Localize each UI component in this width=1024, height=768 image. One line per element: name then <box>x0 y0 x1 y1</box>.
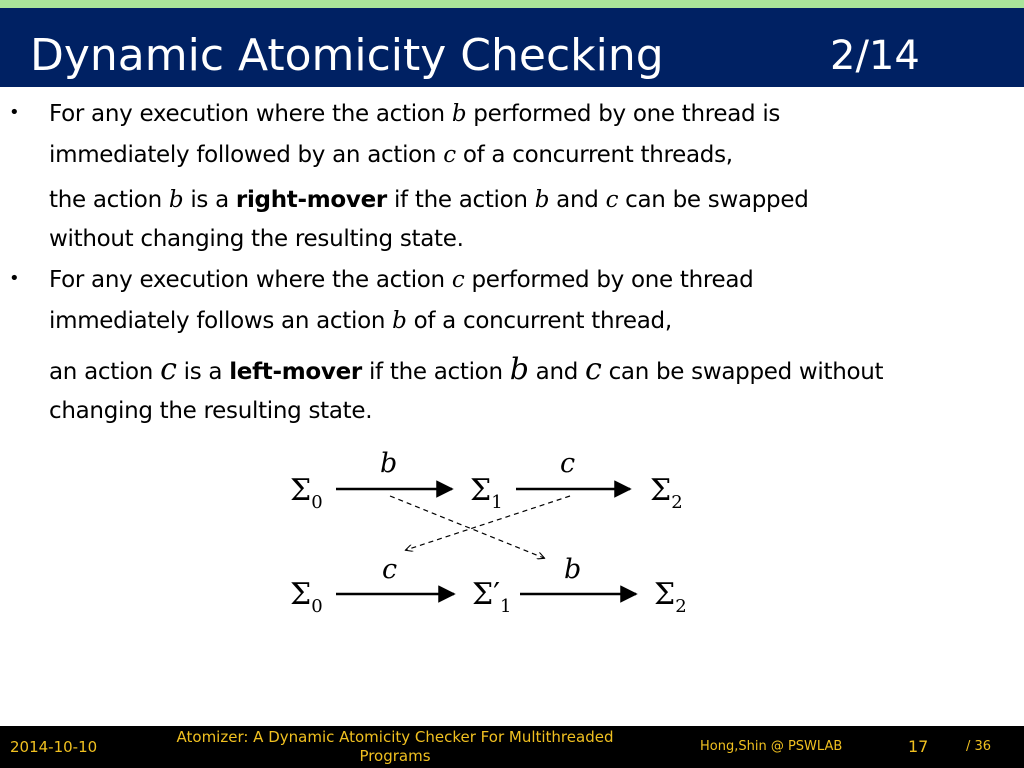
footer-presentation-title: Atomizer: A Dynamic Atomicity Checker For Multithreaded Programs <box>176 728 614 765</box>
top-accent-bar <box>0 0 1024 8</box>
bullet-1-line-1: For any execution where the action b performed by one thread is <box>49 101 781 127</box>
bullet-2-line-1: For any execution where the action c performed by one thread <box>49 267 754 293</box>
swap-arrow-b <box>390 496 544 558</box>
state-sigma-1-prime-bottom: $\Sigma'_1$ <box>472 577 512 617</box>
bullet-1-line-2: immediately followed by an action c of a concurrent threads, <box>49 142 733 168</box>
state-sigma-0-top: $\Sigma_0$ <box>290 473 323 513</box>
action-label-b-bottom: b <box>564 554 582 585</box>
state-sigma-2-top: $\Sigma_2$ <box>650 473 683 513</box>
state-sigma-0-bottom: $\Sigma_0$ <box>290 577 323 617</box>
footer-date: 2014-10-10 <box>10 738 98 756</box>
right-mover-term: right-mover <box>235 187 387 213</box>
bullet-2-line-3: an action c is a left-mover if the action b and c can be swapped without <box>49 352 884 387</box>
state-swap-diagram <box>280 444 720 634</box>
action-label-c-top: c <box>560 448 576 479</box>
bullet-1-line-3: the action b is a right-mover if the action b and c can be swapped <box>49 187 809 213</box>
action-label-b-top: b <box>380 448 398 479</box>
bullet-1-line-4: without changing the resulting state. <box>49 226 464 252</box>
bullet-marker: • <box>9 268 20 289</box>
slide-title: Dynamic Atomicity Checking <box>30 30 664 81</box>
title-bar <box>0 8 1024 87</box>
slide-section-number: 2/14 <box>830 33 920 79</box>
footer-page-number: 17 <box>908 737 929 756</box>
action-label-c-bottom: c <box>382 554 398 585</box>
state-sigma-2-bottom: $\Sigma_2$ <box>654 577 687 617</box>
bullet-marker: • <box>9 102 20 123</box>
bullet-2-line-2: immediately follows an action b of a concurrent thread, <box>49 308 672 334</box>
footer-author: Hong,Shin @ PSWLAB <box>700 739 843 754</box>
footer-bar <box>0 726 1024 768</box>
bullet-2-line-4: changing the resulting state. <box>49 398 373 424</box>
footer-page-total: / 36 <box>966 739 992 754</box>
left-mover-term: left-mover <box>229 359 362 385</box>
state-sigma-1-top: $\Sigma_1$ <box>470 473 503 513</box>
